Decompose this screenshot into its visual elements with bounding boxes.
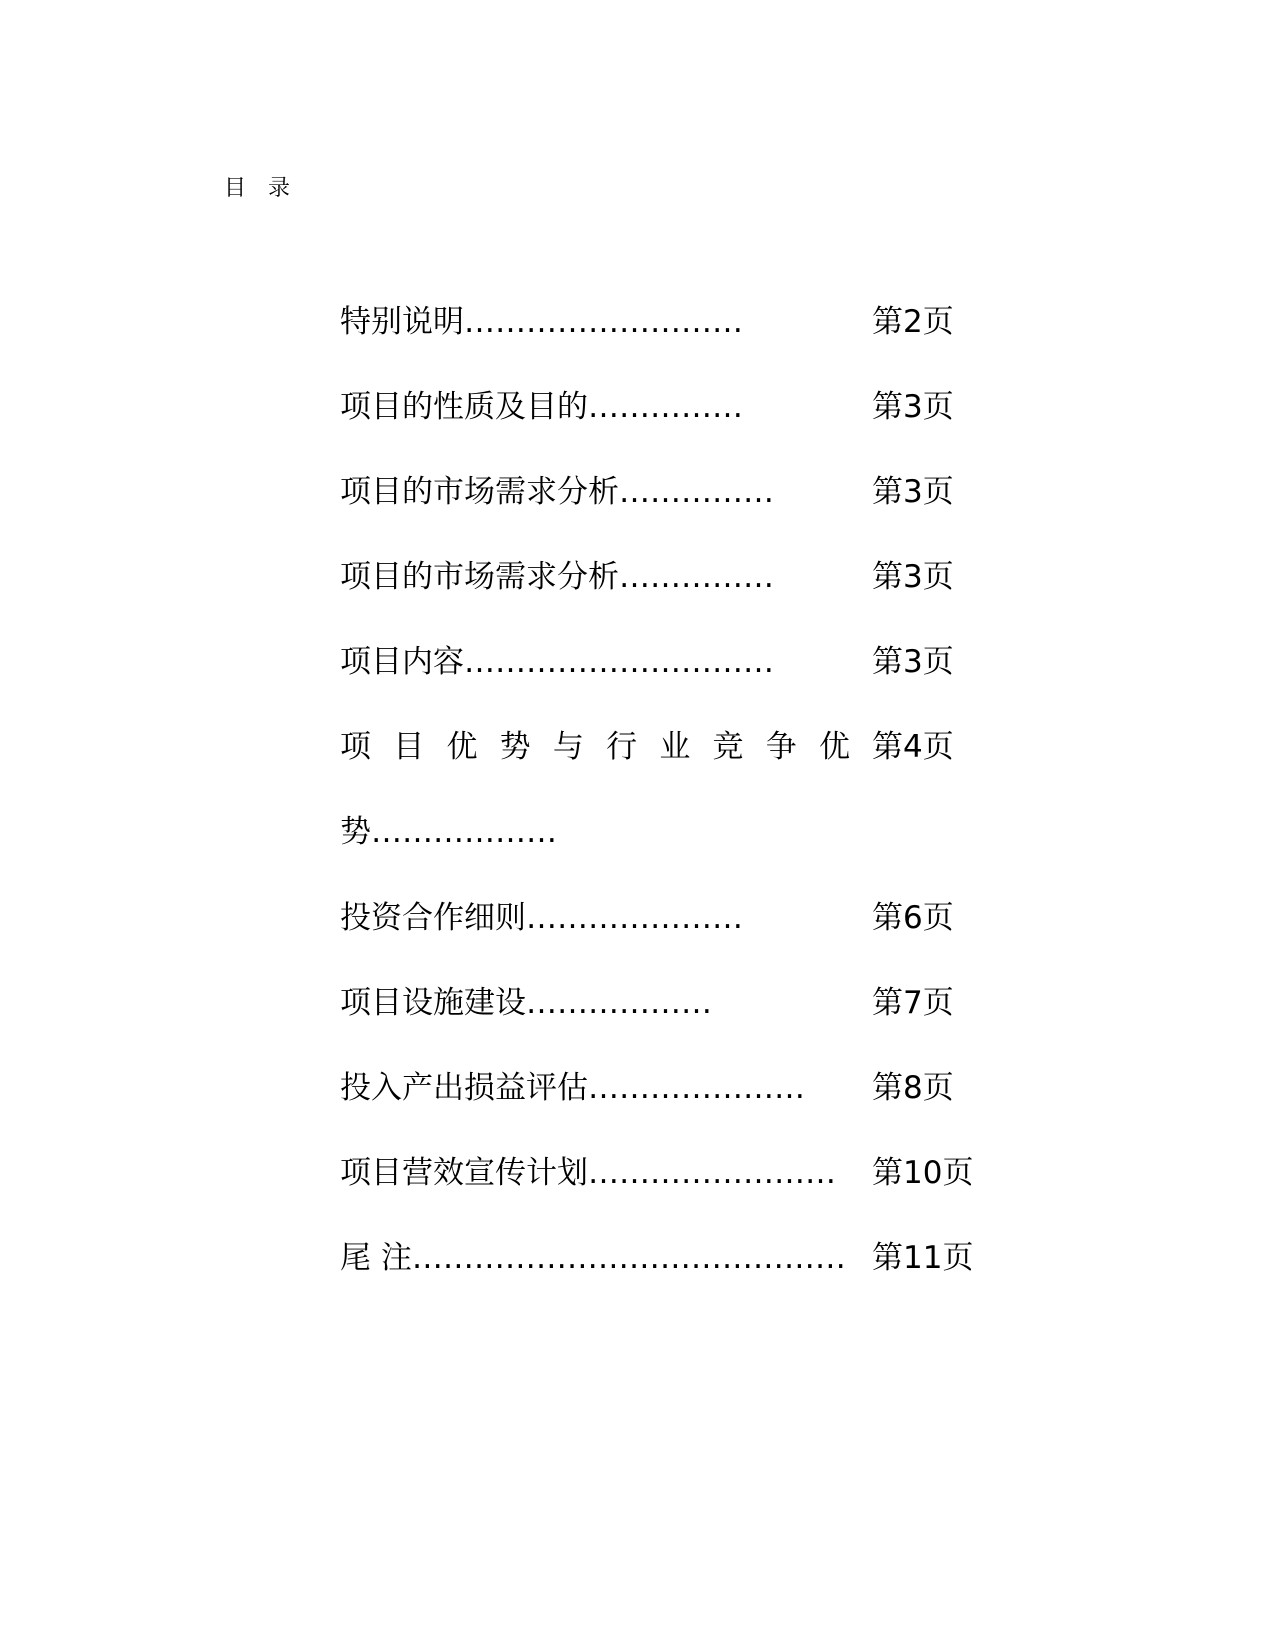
toc-list xyxy=(340,280,1000,1301)
toc-entry-title: 项目内容………………………… xyxy=(340,644,774,680)
toc-entry xyxy=(340,961,1000,1046)
toc-entry-title: 项目营效宣传计划…………………… xyxy=(340,1155,836,1191)
toc-entry-title: 项目设施建设……………… xyxy=(340,985,712,1021)
toc-entry-title: 尾 注…………………………………… xyxy=(340,1240,846,1276)
toc-entry xyxy=(340,705,1000,876)
toc-entry xyxy=(340,1216,1000,1301)
toc-heading: 目 录 xyxy=(224,176,291,201)
toc-entry xyxy=(340,280,1000,365)
toc-entry-title-line2: 势……………… xyxy=(340,814,557,850)
toc-entry-page: 第10页 xyxy=(872,1155,974,1191)
toc-entry-page: 第3页 xyxy=(872,644,954,680)
toc-entry-page: 第7页 xyxy=(872,985,954,1021)
toc-entry-page: 第2页 xyxy=(872,304,954,340)
toc-entry-page: 第4页 xyxy=(872,729,954,765)
toc-entry-title: 投资合作细则………………… xyxy=(340,900,743,936)
toc-entry xyxy=(340,1131,1000,1216)
toc-entry-title: 特别说明……………………… xyxy=(340,304,743,340)
toc-entry xyxy=(340,535,1000,620)
toc-entry-title: 项目的性质及目的…………… xyxy=(340,389,743,425)
toc-entry-title: 项目的市场需求分析…………… xyxy=(340,559,774,595)
toc-entry-page: 第3页 xyxy=(872,389,954,425)
toc-entry-page: 第3页 xyxy=(872,474,954,510)
toc-entry xyxy=(340,365,1000,450)
toc-entry-page: 第6页 xyxy=(872,900,954,936)
toc-entry xyxy=(340,876,1000,961)
toc-entry-title: 投入产出损益评估………………… xyxy=(340,1070,805,1106)
toc-entry-title xyxy=(340,705,850,875)
toc-entry-title-line1: 项目优势与行业竞争优 xyxy=(340,729,850,765)
toc-entry-title: 项目的市场需求分析…………… xyxy=(340,474,774,510)
toc-entry xyxy=(340,450,1000,535)
toc-entry xyxy=(340,620,1000,705)
toc-entry-page: 第8页 xyxy=(872,1070,954,1106)
toc-entry-page: 第3页 xyxy=(872,559,954,595)
toc-entry xyxy=(340,1046,1000,1131)
toc-entry-page: 第11页 xyxy=(872,1240,974,1276)
